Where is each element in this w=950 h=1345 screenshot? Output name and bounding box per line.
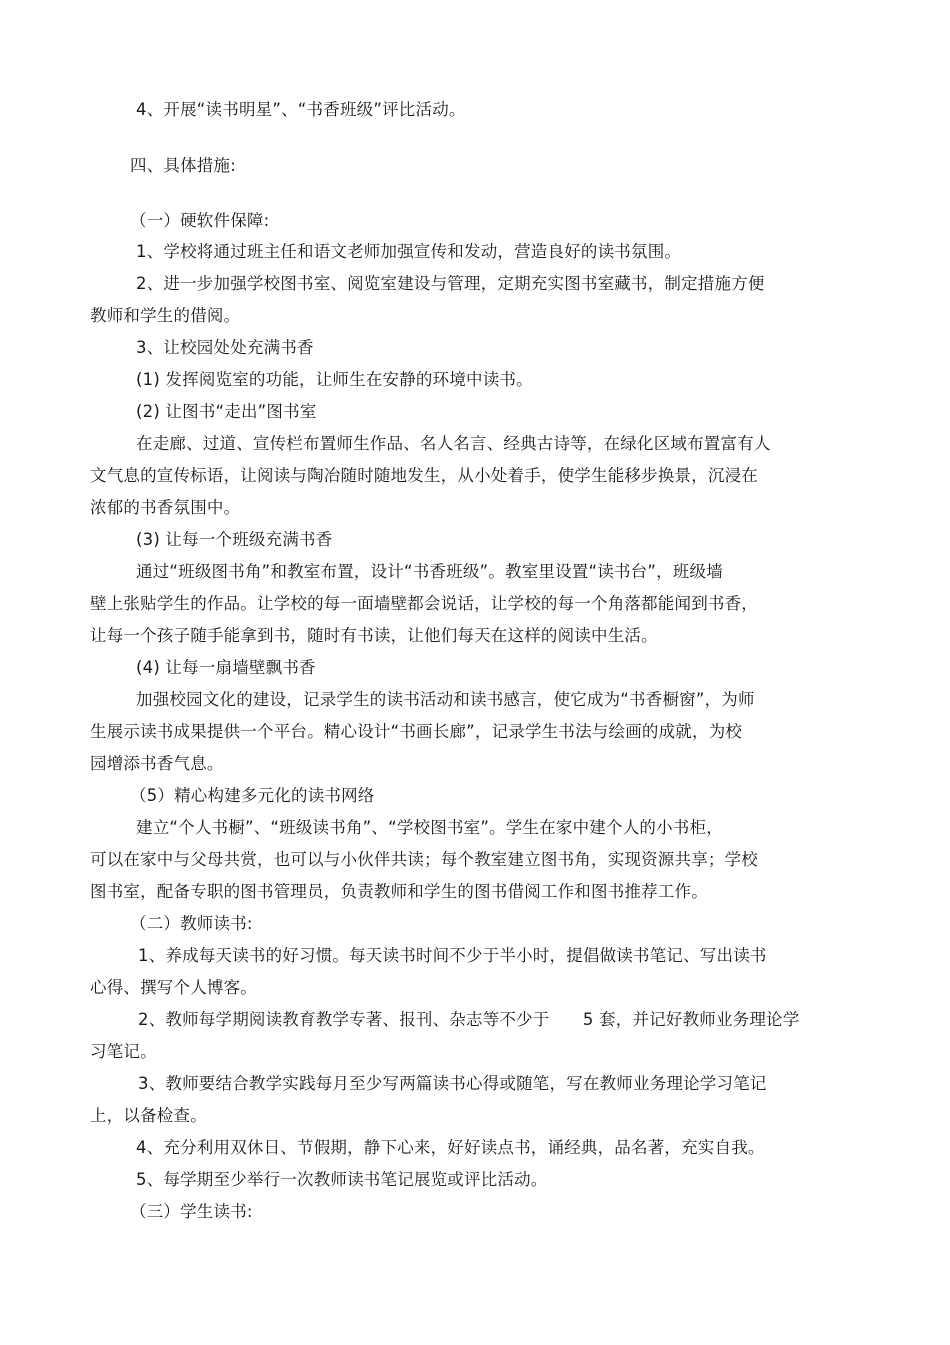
text-line: 可以在家中与父母共赏，也可以与小伙伴共读；每个教室建立图书角，实现资源共享；学校 — [90, 850, 758, 869]
text-line: 通过“班级图书角”和教室布置，设计“书香班级”。教室里设置“读书台”，班级墙 — [136, 562, 723, 581]
text-line: 4、开展“读书明星”、“书香班级”评比活动。 — [136, 100, 466, 119]
text-line: 园增添书香气息。 — [90, 754, 224, 773]
text-line: 浓郁的书香氛围中。 — [90, 498, 241, 517]
text-line: 心得、撰写个人博客。 — [90, 978, 257, 997]
text-line: (2) 让图书“走出”图书室 — [136, 402, 317, 421]
text-line: 3、教师要结合教学实践每月至少写两篇读书心得或随笔，写在教师业务理论学习笔记 — [138, 1074, 767, 1093]
section-heading: 四、具体措施: — [130, 156, 236, 175]
text-line: 3、让校园处处充满书香 — [136, 338, 314, 357]
subsection-heading: （一）硬软件保障: — [130, 211, 270, 230]
text-line: (4) 让每一扇墙壁飘书香 — [136, 658, 316, 677]
subsection-heading: （三）学生读书: — [130, 1202, 253, 1221]
text-line: 图书室，配备专职的图书管理员，负责教师和学生的图书借阅工作和图书推荐工作。 — [90, 882, 708, 901]
text-line: 1、学校将通过班主任和语文老师加强宣传和发动，营造良好的读书氛围。 — [136, 242, 682, 261]
text-line: 壁上张贴学生的作品。让学校的每一面墙壁都会说话，让学校的每一个角落都能闻到书香， — [90, 594, 758, 613]
text-line: 在走廊、过道、宣传栏布置师生作品、名人名言、经典古诗等，在绿化区域布置富有人 — [136, 434, 771, 453]
text-line: 上，以备检查。 — [90, 1106, 207, 1125]
text-line: 让每一个孩子随手能拿到书，随时有书读，让他们每天在这样的阅读中生活。 — [90, 626, 658, 645]
text-line: 建立“个人书橱”、“班级读书角”、“学校图书室”。学生在家中建个人的小书柜， — [136, 818, 723, 837]
text-line: 2、进一步加强学校图书室、阅览室建设与管理，定期充实图书室藏书，制定措施方便 — [136, 274, 765, 293]
text-line: (1) 发挥阅览室的功能，让师生在安静的环境中读书。 — [136, 370, 533, 389]
text-line: （5）精心构建多元化的读书网络 — [130, 786, 375, 805]
text-line: (3) 让每一个班级充满书香 — [136, 530, 333, 549]
text-line: 4、充分利用双休日、节假期，静下心来，好好读点书，诵经典，品名著，充实自我。 — [136, 1138, 765, 1157]
text-line: 5、每学期至少举行一次教师读书笔记展览或评比活动。 — [136, 1170, 548, 1189]
text-line: 教师和学生的借阅。 — [90, 306, 241, 325]
text-line: 1、养成每天读书的好习惯。每天读书时间不少于半小时，提倡做读书笔记、写出读书 — [138, 946, 767, 965]
text-line: 文气息的宣传标语，让阅读与陶冶随时随地发生，从小处着手，使学生能移步换景，沉浸在 — [90, 466, 758, 485]
text-line: 加强校园文化的建设，记录学生的读书活动和读书感言，使它成为“书香橱窗”，为师 — [136, 690, 755, 709]
text-line: 2、教师每学期阅读教育教学专著、报刊、杂志等不少于 5 套，并记好教师业务理论学 — [138, 1010, 800, 1029]
text-line: 习笔记。 — [90, 1042, 157, 1061]
subsection-heading: （二）教师读书: — [130, 914, 253, 933]
text-line: 生展示读书成果提供一个平台。精心设计“书画长廊”，记录学生书法与绘画的成就，为校 — [90, 722, 743, 741]
